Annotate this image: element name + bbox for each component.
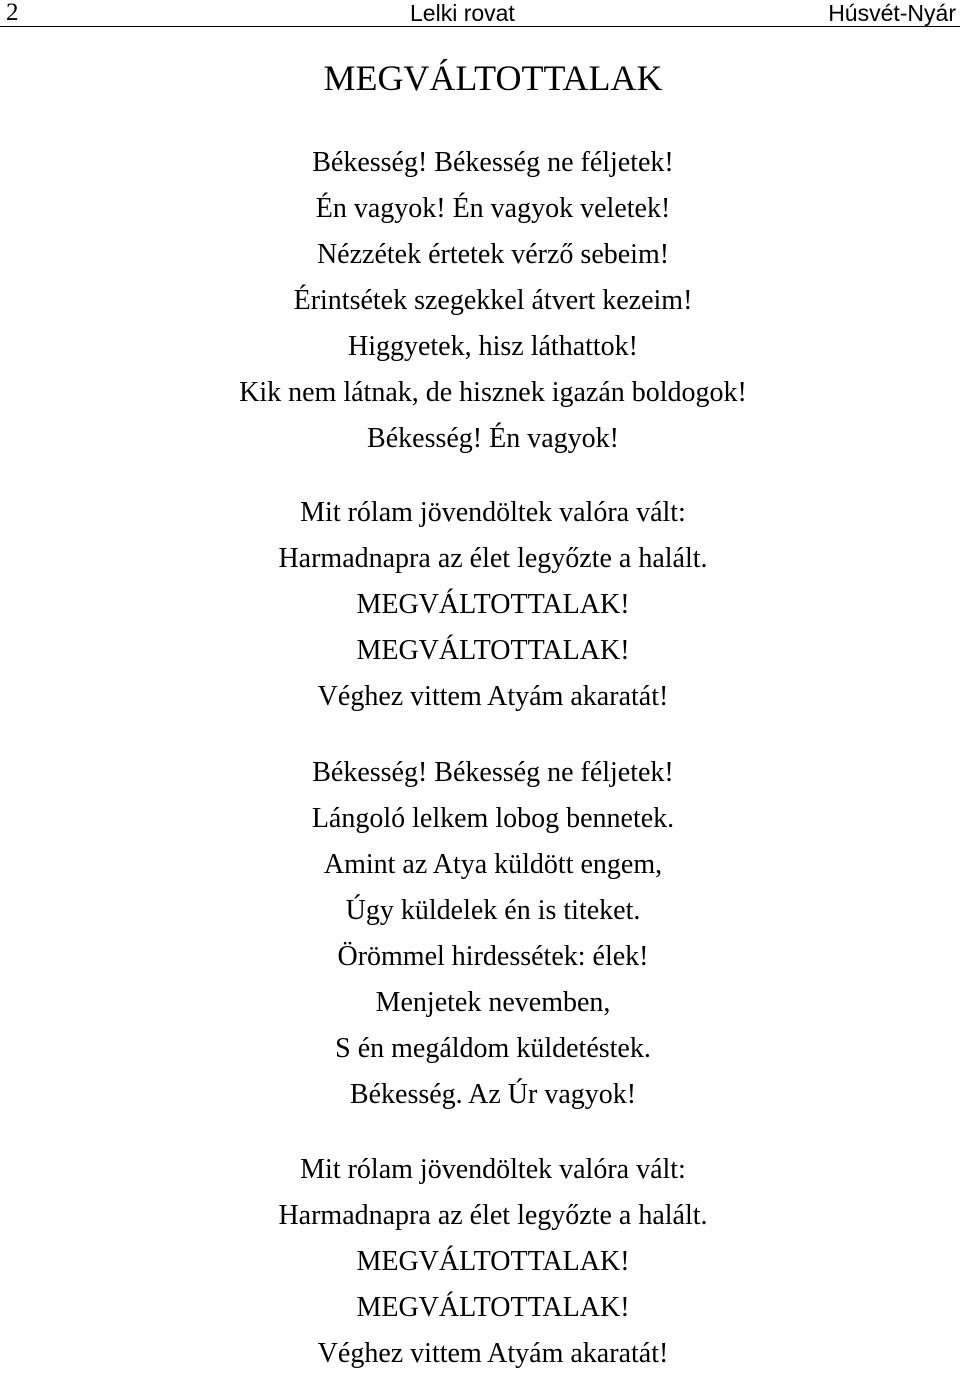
poem-line: MEGVÁLTOTTALAK! [356, 1246, 630, 1277]
poem-line: Kik nem látnak, de hisznek igazán boldogok! [239, 377, 747, 408]
poem-line: MEGVÁLTOTTALAK! [356, 635, 630, 666]
poem-line: Véghez vittem Atyám akaratát! [317, 681, 669, 712]
poem-line: Békesség. Az Úr vagyok! [349, 1079, 637, 1110]
stanza-2 [0, 490, 960, 720]
poem-line: Mit rólam jövendöltek valóra vált: [300, 1154, 686, 1185]
issue-title: Húsvét-Nyár [828, 0, 956, 26]
poem-line: Amint az Atya küldött engem, [323, 849, 663, 880]
poem-line: Harmadnapra az élet legyőzte a halált. [278, 1200, 708, 1231]
section-title: Lelki rovat [410, 0, 515, 26]
poem-line: MEGVÁLTOTTALAK! [356, 1292, 630, 1323]
poem-line: Lángoló lelkem lobog bennetek. [311, 803, 675, 834]
poem-line: S én megáldom küldetéstek. [335, 1033, 651, 1064]
poem-line: Én vagyok! Én vagyok veletek! [315, 193, 671, 224]
poem-line: Nézzétek értetek vérző sebeim! [316, 239, 670, 270]
poem-line: Menjetek nevemben, [375, 987, 611, 1018]
stanza-4 [0, 1147, 960, 1377]
stanza-3 [0, 750, 960, 1118]
poem-line: Úgy küldelek én is titeket. [345, 895, 641, 926]
poem-line: Békesség! Békesség ne féljetek! [312, 147, 674, 178]
poem-line: Békesség! Békesség ne féljetek! [312, 757, 674, 788]
poem-line: Mit rólam jövendöltek valóra vált: [300, 497, 686, 528]
poem-title: MEGVÁLTOTTALAK [323, 58, 663, 98]
poem-line: Békesség! Én vagyok! [367, 423, 619, 454]
poem-line: Véghez vittem Atyám akaratát! [317, 1338, 669, 1369]
poem-line: Harmadnapra az élet legyőzte a halált. [278, 543, 708, 574]
poem-line: MEGVÁLTOTTALAK! [356, 589, 630, 620]
page-header [0, 0, 960, 27]
stanza-1 [0, 140, 960, 462]
page-number: 2 [6, 0, 19, 26]
poem-line: Örömmel hirdessétek: élek! [337, 941, 649, 972]
poem-line: Higgyetek, hisz láthattok! [347, 331, 639, 362]
poem-line: Érintsétek szegekkel átvert kezeim! [293, 285, 693, 316]
